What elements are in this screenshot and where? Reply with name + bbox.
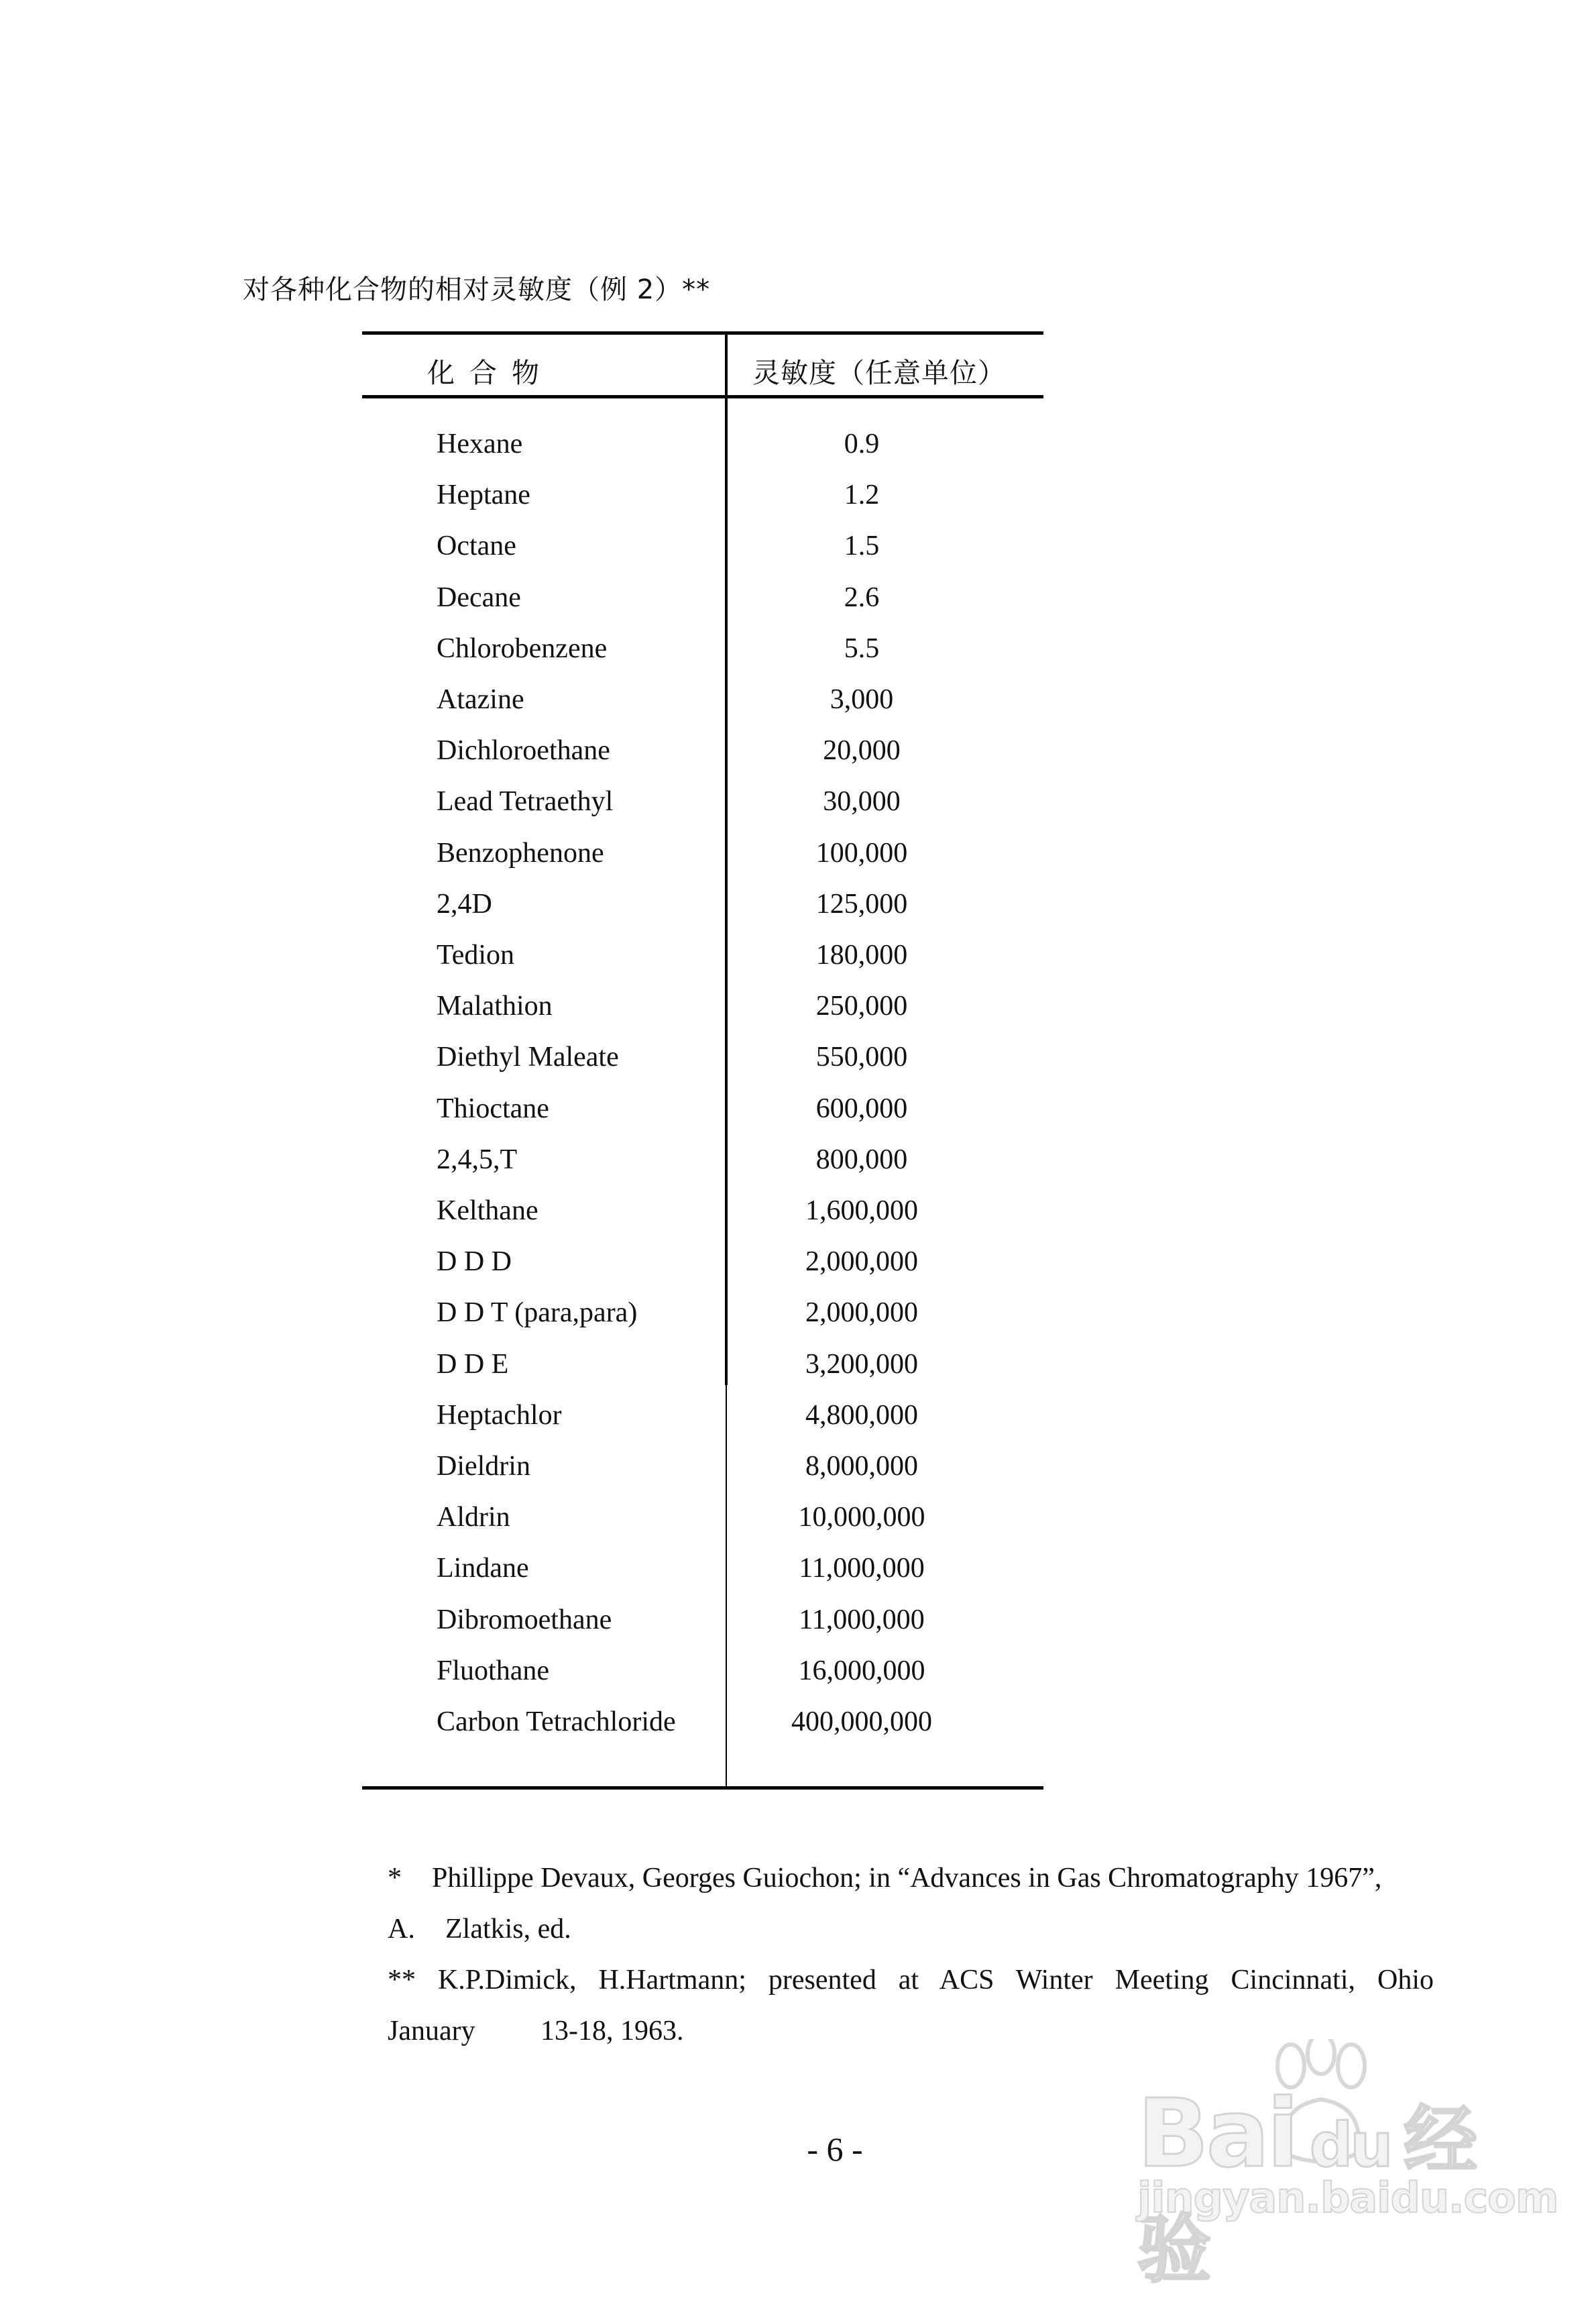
footnote-1 (388, 1853, 1381, 1904)
compound-name: Heptane (437, 480, 530, 511)
compound-name: Decane (437, 582, 521, 613)
table-row (362, 776, 1043, 827)
sensitivity-value: 20,000 (823, 735, 901, 767)
compound-name: Fluothane (437, 1655, 549, 1686)
sensitivity-value: 600,000 (815, 1093, 908, 1124)
compound-name: Hexane (437, 429, 523, 459)
table-row (362, 1696, 1043, 1747)
sensitivity-value: 550,000 (815, 1042, 908, 1073)
compound-name: Kelthane (437, 1195, 538, 1226)
table-row (362, 1543, 1043, 1594)
sensitivity-value: 250,000 (815, 991, 908, 1022)
table-header-rule (362, 395, 1043, 398)
compound-name: D D D (437, 1246, 512, 1278)
sensitivity-value: 3,000 (830, 684, 894, 715)
compound-name: D D E (437, 1348, 509, 1380)
table-row (362, 725, 1043, 776)
compound-name: Carbon Tetrachloride (437, 1706, 676, 1737)
table-row (362, 1083, 1043, 1134)
compound-name: Benzophenone (437, 837, 604, 869)
table-row (362, 470, 1043, 521)
sensitivity-value: 30,000 (823, 786, 901, 818)
sensitivity-value: 2,000,000 (805, 1297, 918, 1329)
compound-name: Lindane (437, 1553, 529, 1584)
table-row (362, 1441, 1043, 1492)
table-row (362, 981, 1043, 1032)
sensitivity-value: 1,600,000 (805, 1195, 918, 1226)
compound-name: Thioctane (437, 1093, 549, 1124)
compound-name: D D T (para,para) (437, 1297, 638, 1329)
header-sensitivity: 灵敏度（任意单位） (752, 357, 1006, 389)
table-row (362, 1339, 1043, 1390)
sensitivity-value: 125,000 (815, 888, 908, 920)
compound-name: Malathion (437, 991, 553, 1022)
table-top-rule (362, 331, 1043, 335)
page-title: 对各种化合物的相对灵敏度（例 2）** (243, 274, 711, 305)
footnote-1-text: Phillippe Devaux, Georges Guiochon; in “Advances in Gas Chromatography 1967”, (432, 1863, 1382, 1894)
sensitivity-value: 16,000,000 (798, 1655, 925, 1686)
table-row (362, 1594, 1043, 1645)
sensitivity-value: 8,000,000 (805, 1451, 918, 1482)
footnote-2: ** K.P.Dimick, H.Hartmann; presented at ACS Winter Meeting Cincinnati, Ohio (388, 1965, 1434, 1995)
header-compound: 化合物 (427, 357, 554, 389)
footnote-1-cont-prefix: A. (388, 1914, 415, 1945)
sensitivity-value: 5.5 (844, 633, 880, 664)
table-row (362, 1236, 1043, 1287)
compound-name: Diethyl Maleate (437, 1042, 619, 1073)
compound-name: Dichloroethane (437, 735, 610, 767)
table-row (362, 1185, 1043, 1236)
watermark-url: jingyan.baidu.com (1137, 2173, 1558, 2222)
sensitivity-value: 11,000,000 (799, 1604, 925, 1635)
table-row (362, 419, 1043, 470)
footnote-2-cont-prefix: January (388, 2016, 475, 2046)
compound-name: Aldrin (437, 1502, 510, 1533)
sensitivity-value: 0.9 (844, 429, 880, 459)
compound-name: Lead Tetraethyl (437, 786, 614, 818)
watermark-brand: Bai du 经验 (1137, 2079, 1475, 2293)
sensitivity-value: 3,200,000 (805, 1348, 918, 1380)
footnote-2-continued (388, 2006, 684, 2057)
sensitivity-value: 1.2 (844, 480, 880, 511)
table-row (362, 1032, 1043, 1083)
compound-name: 2,4D (437, 888, 492, 920)
compound-name: Octane (437, 531, 516, 562)
sensitivity-value: 800,000 (815, 1144, 908, 1175)
table-row (362, 1492, 1043, 1543)
table-row (362, 1287, 1043, 1338)
sensitivity-value: 1.5 (844, 531, 880, 562)
footnote-1-continued (388, 1904, 571, 1955)
page-number: - 6 - (807, 2130, 863, 2168)
baidu-watermark (1133, 2039, 1558, 2293)
sensitivity-value: 180,000 (815, 940, 908, 971)
table-row (362, 572, 1043, 623)
sensitivity-value: 11,000,000 (799, 1553, 925, 1584)
sensitivity-value: 4,800,000 (805, 1399, 918, 1431)
table-row (362, 1134, 1043, 1185)
table-row (362, 623, 1043, 674)
footnote-2-cont-text: 13-18, 1963. (540, 2016, 684, 2046)
compound-name: Dibromoethane (437, 1604, 612, 1635)
sensitivity-value: 100,000 (815, 837, 908, 869)
compound-name: 2,4,5,T (437, 1144, 518, 1175)
table-bottom-rule (362, 1786, 1043, 1790)
table-row (362, 879, 1043, 930)
table-row (362, 1390, 1043, 1441)
table-row (362, 930, 1043, 981)
sensitivity-value: 10,000,000 (798, 1502, 925, 1533)
table-row (362, 521, 1043, 571)
compound-name: Chlorobenzene (437, 633, 608, 664)
table-row (362, 1645, 1043, 1696)
footnote-1-marker: * (388, 1863, 402, 1894)
sensitivity-value: 2,000,000 (805, 1246, 918, 1278)
sensitivity-value: 400,000,000 (791, 1706, 932, 1737)
compound-name: Dieldrin (437, 1451, 530, 1482)
compound-name: Heptachlor (437, 1399, 562, 1431)
compound-name: Atazine (437, 684, 524, 715)
footnote-1-cont-text: Zlatkis, ed. (445, 1914, 571, 1945)
table-row (362, 828, 1043, 879)
sensitivity-value: 2.6 (844, 582, 880, 613)
table-row (362, 674, 1043, 725)
compound-name: Tedion (437, 940, 515, 971)
